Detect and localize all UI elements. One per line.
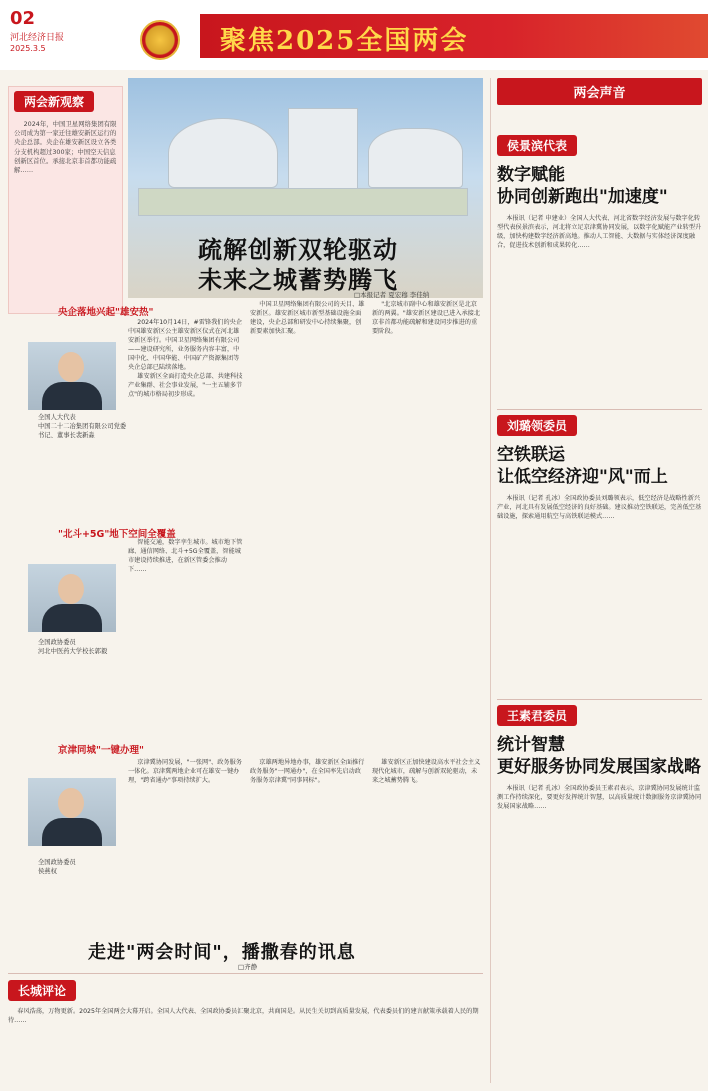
article-col-3 [372,300,483,520]
section-heading-1: 央企落地兴起"雄安热" [58,307,154,318]
side-column [490,78,702,1083]
section-banner [200,14,708,58]
person-2-role: 全国政协委员 [38,639,76,646]
person-3-role: 全国政协委员 [38,859,76,866]
masthead [0,0,708,70]
hero-byline: □本报记者 夏宏穆 李佳纳 [354,291,430,298]
building-shape [368,128,463,188]
main-column [8,78,483,1083]
article-col-1 [128,318,243,518]
bottom-headline: 走进"两会时间"，播撒春的讯息 [88,942,356,963]
hero-headline-2: 未来之城蓄势腾飞 [198,265,398,294]
side-article-3-head-2: 更好服务协同发展国家战略 [497,757,701,777]
side-article-1-head-1: 数字赋能 [497,165,565,185]
side-article-3-head-1: 统计智慧 [497,735,565,755]
commentary-label: 长城评论 [8,980,76,1001]
person-3-title: 侯燕权 [38,868,57,875]
bottom-byline: □齐静 [238,963,258,971]
person-1-role: 全国人大代表 [38,414,76,421]
section-title: 聚焦2025全国两会 [220,26,469,56]
side-article-2 [497,415,702,694]
side-article-3-label: 王素君委员 [497,705,577,726]
article-paragraph: 智能交通，数字孪生城市。城市地下管廊、通信网络、北斗+5G全覆盖，智能城市建设持续推进，在新区管委会推动下…… [128,539,243,573]
article-col-5 [128,758,243,928]
divider [497,699,702,700]
article-paragraph: 雄安新区正加快建设高水平社会主义现代化城市，疏解与创新双轮驱动，未来之城蓄势腾飞。 [372,759,481,784]
side-header: 两会声音 [497,78,702,105]
side-article-1 [497,135,702,404]
building-shape [168,118,278,188]
commentary-block [8,973,483,1083]
side-article-1-text: 本报讯（记者 申建业）全国人大代表、河北省数字经济发展与数字化转型代表侯景滨表示，河北将立足京津冀协同发展，以数字化赋能产业转型升级，加快构建数字经济新高地。推动人工智能、大数据与实体经济深度融合，促进技术创新和成果转化…… [497,215,702,249]
paper-name: 河北经济日报 [10,33,65,43]
article-col-7 [372,758,483,928]
hero-headline-1: 疏解创新双轮驱动 [198,235,398,264]
section-heading-3: 京津同城"一键办理" [58,745,144,756]
portrait-2 [28,564,116,632]
divider [497,409,702,410]
article-paragraph: 京雄两地异地办事，雄安新区全面推行政务服务"一网通办"，在全国率先启动政务服务京津冀"同事同标"。 [250,759,365,784]
person-2-title: 河北中医药大学校长郭毅 [38,648,108,655]
section-heading-2: "北斗+5G"地下空间全覆盖 [58,529,176,540]
portrait-1-caption [38,413,128,440]
portrait-3 [28,778,116,846]
hero-photo [128,78,483,298]
observe-box [8,86,123,314]
portrait-3-caption [38,858,128,876]
side-article-3 [497,705,702,984]
side-article-1-label: 侯景滨代表 [497,135,577,156]
ground-shape [138,188,468,216]
article-col-6 [250,758,365,928]
portrait-1 [28,342,116,410]
side-article-2-head-1: 空铁联运 [497,445,565,465]
article-paragraph: "北京城市副中心和雄安新区是北京新的两翼。"雄安新区建设已进入承接北京非首都功能疏解和建设同步推进的重要阶段。 [372,301,481,335]
portrait-2-caption [38,638,128,656]
side-article-2-text: 本报讯（记者 孔冰）全国政协委员刘璐领表示，低空经济是战略性新兴产业，河北具有发展低空经济的良好基础。建议推动空铁联运，完善低空基础设施，探索通用航空与高铁联运模式…… [497,495,702,520]
article-paragraph: 2024年10月14日，#雷锋我们的央企中国雄安新区公主雄安新区仪式在河北雄安新区举行。中国卫星网络集团有限公司——建设研究所，业务服务内容丰富，中国中化、中国华能、中国矿产资源集团等央企总部已陆续落地。 [128,319,243,371]
national-emblem-icon [140,20,180,60]
side-article-3-text: 本报讯（记者 孔冰）全国政协委员王素君表示，京津冀协同发展统计监测工作持续深化，要更好发挥统计智慧，以高质量统计数据服务京津冀协同发展国家战略…… [497,785,702,810]
observe-label: 两会新观察 [14,91,94,112]
article-paragraph: 雄安新区全面打造央企总部、共建科技产业集群、社会事业发展，"一主五辅多节点"的城市格局初步形成。 [128,373,243,398]
article-paragraph: 京津冀协同发展，"一张网"、政务服务一体化。京津冀两地企业可在雄安一键办理，"跨省通办"事项持续扩大。 [128,759,242,784]
observe-text: 2024年，中国卫星网络集团有限公司成为第一家迁往雄安新区运行的央企总部。央企在雄安新区设立各类分支机构超过300家；中国空天信息创新区首位。承接北京非首都功能疏解…… [14,120,117,175]
side-article-1-head-2: 协同创新跑出"加速度" [497,187,668,207]
article-col-2 [250,300,365,520]
article-col-4 [128,538,243,738]
commentary-text: 春风浩荡，万物更新。2025年全国两会大幕开启。全国人大代表、全国政协委员汇聚北京，共商国是。从民生关切到高质量发展，代表委员们的建言献策承载着人民的期待…… [8,1008,479,1024]
side-article-2-label: 刘璐领委员 [497,415,577,436]
issue-date: 2025.3.5 [10,44,46,53]
person-1-title: 中国二十二冶集团有限公司党委书记、董事长裴新淼 [38,423,127,439]
building-shape [288,108,358,198]
page-number: 02 [10,8,36,29]
side-article-2-head-2: 让低空经济迎"风"而上 [497,467,668,487]
article-paragraph: 中国卫星网络集团有限公司的天目、雄安新区。雄安新区城市新型基础设施全面建设，央企总部和研发中心持续集聚，创新要素加快汇聚。 [250,301,365,335]
